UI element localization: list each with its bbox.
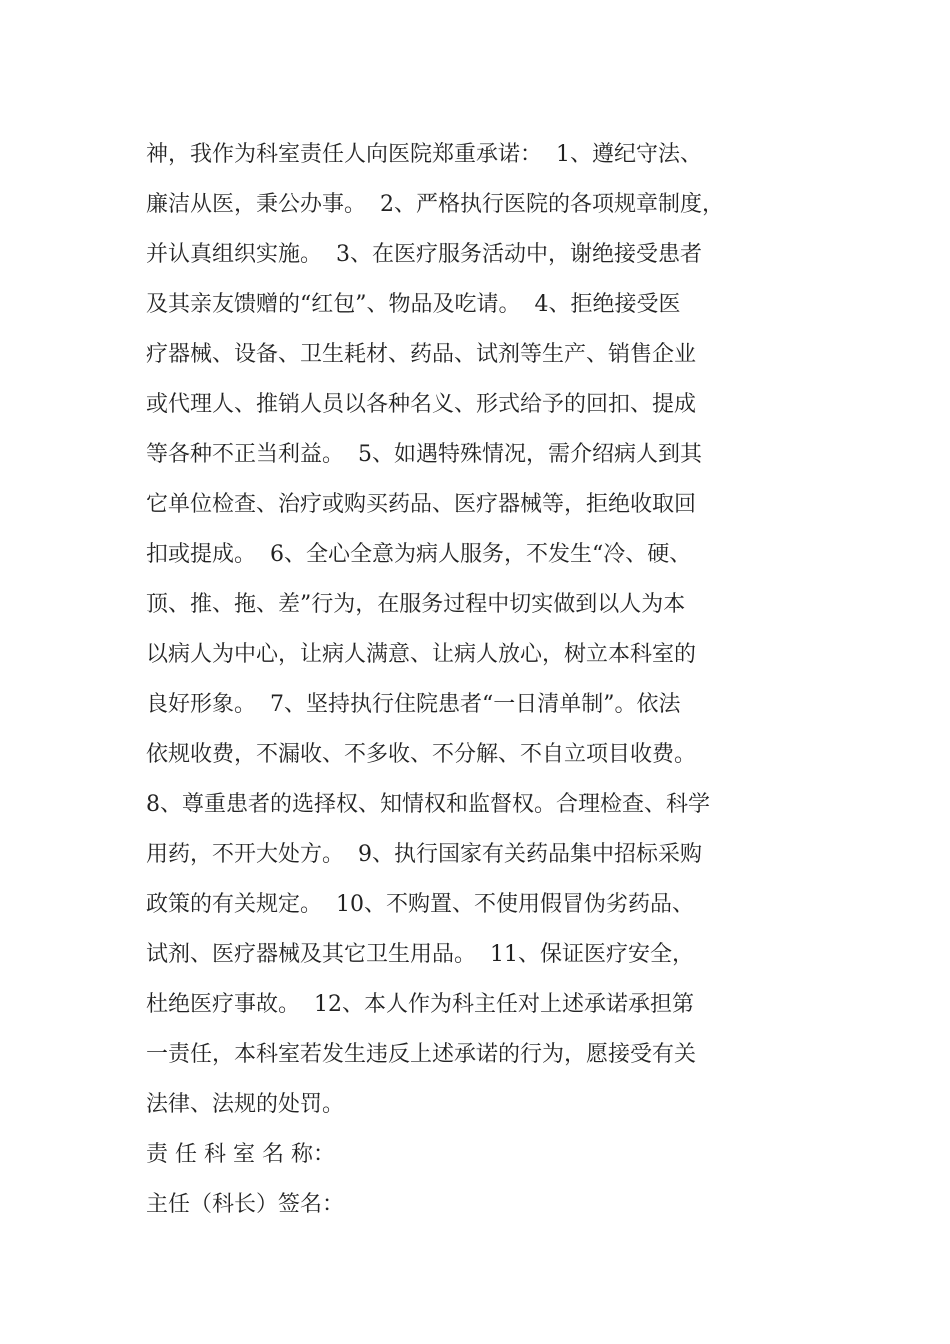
document-body bbox=[146, 130, 816, 1230]
text-line: 它单位检查、治疗或购买药品、医疗器械等，拒绝收取回 bbox=[146, 492, 697, 517]
text-line: 试剂、医疗器械及其它卫生用品。 11、保证医疗安全， bbox=[146, 942, 694, 967]
text-line: 神，我作为科室责任人向医院郑重承诺： 1、遵纪守法、 bbox=[146, 142, 702, 167]
text-line: 一责任，本科室若发生违反上述承诺的行为，愿接受有关 bbox=[146, 1042, 697, 1067]
text-line: 8、尊重患者的选择权、知情权和监督权。合理检查、科学 bbox=[146, 792, 710, 817]
text-line: 廉洁从医，秉公办事。 2、严格执行医院的各项规章制度， bbox=[146, 192, 724, 217]
text-line: 杜绝医疗事故。 12、本人作为科主任对上述承诺承担第 bbox=[146, 992, 694, 1017]
text-line: 法律、法规的处罚。 bbox=[146, 1092, 345, 1117]
text-line: 以病人为中心，让病人满意、让病人放心，树立本科室的 bbox=[146, 642, 697, 667]
text-line: 并认真组织实施。 3、在医疗服务活动中，谢绝接受患者 bbox=[146, 242, 702, 267]
text-line: 扣或提成。 6、全心全意为病人服务，不发生“冷、硬、 bbox=[146, 542, 692, 567]
text-line: 顶、推、拖、差”行为，在服务过程中切实做到以人为本 bbox=[146, 592, 686, 617]
text-line: 良好形象。 7、坚持执行住院患者“一日清单制”。依法 bbox=[146, 692, 681, 717]
text-line: 依规收费，不漏收、不多收、不分解、不自立项目收费。 bbox=[146, 742, 697, 767]
director-signature-label: 主任（科长）签名： bbox=[146, 1192, 345, 1217]
department-name-label: 责 任 科 室 名 称： bbox=[146, 1142, 335, 1167]
text-line: 政策的有关规定。 10、不购置、不使用假冒伪劣药品、 bbox=[146, 892, 694, 917]
text-line: 用药，不开大处方。 9、执行国家有关药品集中招标采购 bbox=[146, 842, 702, 867]
text-line: 或代理人、推销人员以各种名义、形式给予的回扣、提成 bbox=[146, 392, 697, 417]
text-line: 等各种不正当利益。 5、如遇特殊情况，需介绍病人到其 bbox=[146, 442, 702, 467]
text-line: 疗器械、设备、卫生耗材、药品、试剂等生产、销售企业 bbox=[146, 342, 697, 367]
text-line: 及其亲友馈赠的“红包”、物品及吃请。 4、拒绝接受医 bbox=[146, 292, 681, 317]
